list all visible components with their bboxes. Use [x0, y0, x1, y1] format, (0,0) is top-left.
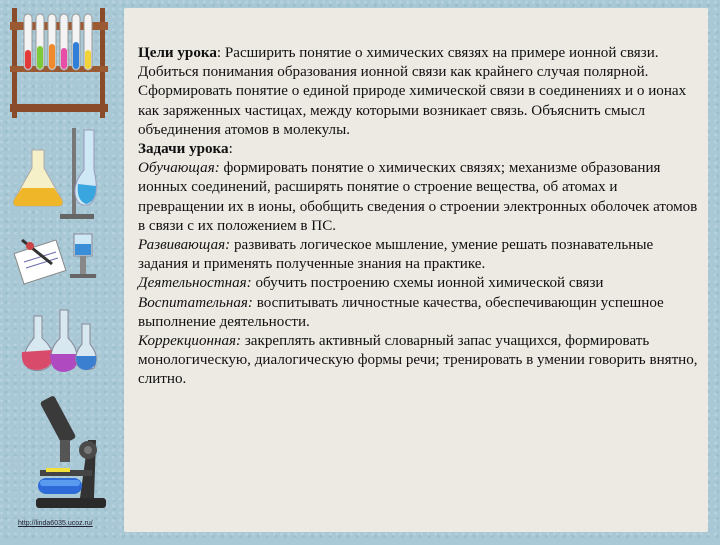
task-text: воспитывать личностные качества, обеспечивающин успешное выполнение деятельности.: [138, 294, 664, 330]
source-link[interactable]: http://linda6035.ucoz.ru/: [18, 520, 93, 527]
notebook-icon: [14, 234, 96, 284]
lesson-goals-text: [138, 44, 698, 390]
goals-paragraph: [138, 44, 698, 140]
task-text: формировать понятие о химических связях; механизме образования ионных соединений, расширять понятие о строение вещества, об атомах и превращении их в ионы, обобщить сведения о строении электронных оболочек атомов в связи с их положением в ПС.: [138, 160, 698, 234]
colored-flasks-icon: [22, 310, 96, 372]
task-text: закреплять активный словарный запас учащихся, формировать монологическую, диалогическую формы речи; тренировать в умении говорить внятно, слитно.: [138, 333, 698, 388]
task-label: Развивающая:: [138, 237, 231, 254]
task-developing: [138, 236, 698, 274]
task-educational: [138, 294, 698, 332]
task-label: Обучающая:: [138, 160, 220, 177]
task-label: Воспитательная:: [138, 294, 253, 311]
microscope-icon: [36, 395, 106, 508]
task-correctional: [138, 332, 698, 390]
flasks-icon: [14, 128, 97, 219]
tasks-heading: Задачи урока: [138, 141, 229, 158]
task-label: Коррекционная:: [138, 333, 242, 350]
task-teaching: [138, 159, 698, 236]
task-label: Деятельностная:: [138, 275, 252, 292]
sidebar-illustrations: [0, 0, 120, 540]
task-activity: [138, 274, 698, 293]
test-tube-rack-icon: [10, 8, 108, 118]
tasks-heading-colon: :: [228, 141, 233, 158]
task-text: обучить построению схемы ионной химической связи: [251, 275, 604, 292]
tasks-heading-line: [138, 140, 698, 159]
goals-heading: Цели урока: [138, 45, 217, 61]
goals-text: : Расширить понятие о химических связях на примере ионной связи. Добиться понимания образования ионной связи как крайнего случая полярной. Сформировать понятие о единой природе химической связи в соединениях и о ионах как заряженных частицах, между которыми возникает связь. Объяснить смысл объединения атомов в молекулы.: [138, 45, 687, 138]
task-text: развивать логическое мышление, умение решать познавательные задания и применять полученные знания на практике.: [138, 237, 654, 273]
